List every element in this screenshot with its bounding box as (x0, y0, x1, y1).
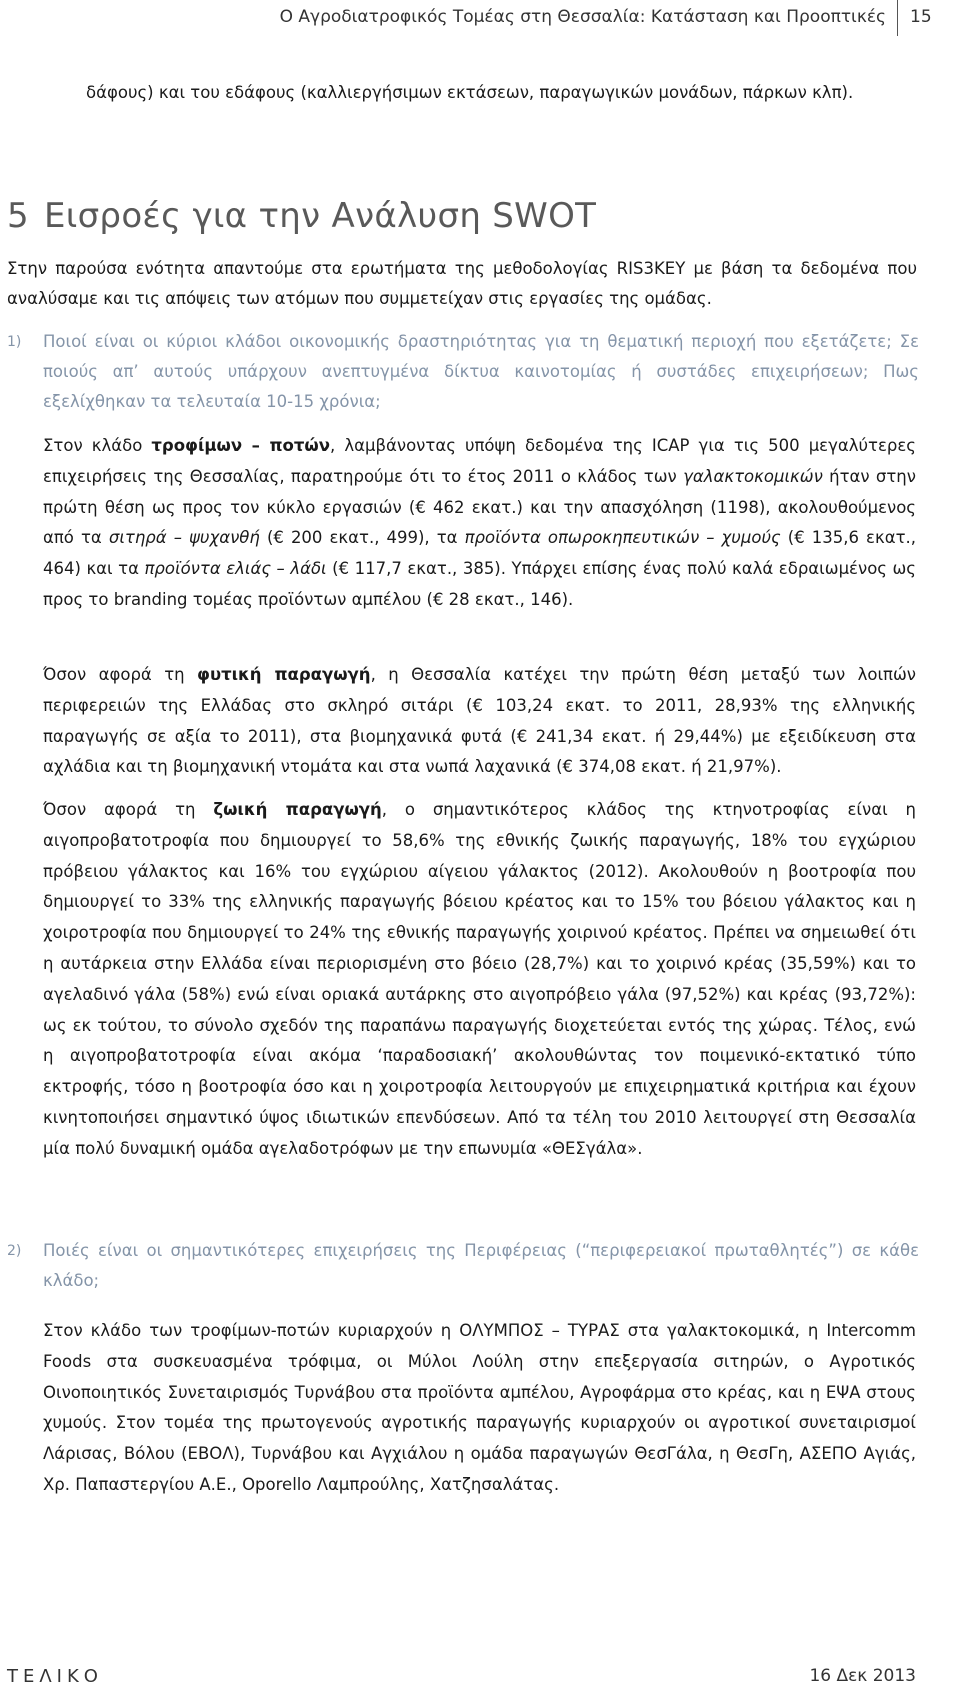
paragraph-plant-production (43, 660, 916, 783)
italic-term: σιτηρά – ψυχανθή (108, 528, 260, 548)
paragraph-leading-firms: Στον κλάδο των τροφίμων-ποτών κυριαρχούν η ΟΛΥΜΠΟΣ – ΤΥΡΑΣ στα γαλακτοκομικά, η Intercomm Foods στα συσκευασμένα τρόφιμα, οι Μύλοι Λούλη στην επεξεργασία σιτηρών, ο Αγροτικός Οινοποιητικός Συνεταιρισμός Τυρνάβου στα προϊόντα αμπέλου, Αγροφάρμα στο κρέας, και η ΕΨΑ στους χυμούς. Στον τομέα της πρωτογενούς αγροτικής παραγωγής κυριαρχούν οι αγροτικοί συνεταιρισμοί Λάρισας, Βόλου (ΕΒΟΛ), Τυρνάβου και Αγχιάλου η ομάδα παραγωγών ΘεσΓάλα, η ΘεσΓη, ΑΣΕΠΟ Αγιάς, Χρ. Παπαστεργίου Α.Ε., Oporello Λαμπρούλης, Χατζησαλάτας. (43, 1321, 916, 1494)
footer-status: ΤΕΛΙΚΟ (7, 1666, 103, 1687)
bold-term: φυτική παραγωγή (197, 665, 371, 684)
question-1 (7, 327, 917, 419)
question-text: Ποιοί είναι οι κύριοι κλάδοι οικονομικής δραστηριότητας για τη θεματική περιοχή που εξετάζετε; Σε ποιούς απ’ αυτούς υπάρχουν ανεπτυγμένα δίκτυα καινοτομίας ή συστάδες επιχειρήσεων; Πως εξελίχθηκαν τα τελευταία 10-15 χρόνια; (43, 332, 919, 411)
text-run: ήταν στην πρώτη θέση ως προς τον κύκλο εργασιών (€ 462 εκατ.) και την απασχόληση (1198), ακολουθούμενος από τα (43, 466, 916, 548)
text-run: , η Θεσσαλία κατέχει την πρώτη θέση μεταξύ των λοιπών περιφερειών της Ελλάδας στο σκληρό σιτάρι (€ 103,24 εκατ. το 2011, 28,93% της ελληνικής παραγωγής σε αξία το 2011), στα βιομηχανικά φυτά (€ 241,34 εκατ. ή 29,44%) με εξειδίκευση στα αχλάδια και τη βιομηχανική ντομάτα και στα νωπά λαχανικά (€ 374,08 εκατ. ή 21,97%). (43, 665, 916, 777)
text-run: Όσον αφορά τη (43, 665, 198, 684)
section-intro: Στην παρούσα ενότητα απαντούμε στα ερωτήματα της μεθοδολογίας RIS3KEY με βάση τα δεδομένα που αναλύσαμε και τις απόψεις των ατόμων που συμμετείχαν στις εργασίες της ομάδας. (7, 259, 917, 308)
text-run: , ο σημαντικότερος κλάδος της κτηνοτροφίας είναι η αιγοπροβατοτροφία που δημιουργεί το 58,6% της εθνικής ζωικής παραγωγής, 18% του εγχώριου πρόβειου γάλακτος και 16% του εγχώριου αίγειου γάλακτος (2012). Ακολουθούν η βοοτροφία που δημιουργεί το 33% της ελληνικής παραγωγής βόειου κρέατος και το 15% του βόειου γάλακτος και η χοιροτροφία που δημιουργεί το 24% της εθνικής παραγωγής χοιρινού κρέατος. Πρέπει να σημειωθεί ότι η αυτάρκεια στην Ελλάδα είναι περιορισμένη στο βόειο (28,7%) και το χοιρινό κρέας (35,59%) και το αγελαδινό γάλα (58%) ενώ είναι οριακά αυτάρκης στο αιγοπρόβειο γάλα (97,52%) και κρέας (93,72%): ως εκ τούτου, το σύνολο σχεδόν της παραπάνω παραγωγής διοχετεύεται εντός της χώρας. Τέλος, ενώ η αιγοπροβατοτροφία είναι ακόμα ‘παραδοσιακή’ ακολουθώντας τον ποιμενικό-εκτατικό τύπο εκτροφής, τόσο η βοοτροφία όσο και η χοιροτροφία λειτουργούν με επιχειρηματικά κριτήρια και έχουν κινητοποιήσει σημαντικό ύψος ιδιωτικών επενδύσεων. Από τα τέλη του 2010 λειτουργεί στη Θεσσαλία μία πολύ δυναμική ομάδα αγελαδοτρόφων με την επωνυμία «ΘΕΣγάλα». (43, 800, 916, 1158)
question-text: Ποιές είναι οι σημαντικότερες επιχειρήσεις της Περιφέρειας (“περιφερειακοί πρωταθλητές”) σε κάθε κλάδο; (43, 1241, 919, 1290)
footer-date: 16 Δεκ 2013 (809, 1666, 916, 1686)
italic-term: γαλακτοκομικών (683, 466, 823, 486)
header-title: Ο Αγροδιατροφικός Τομέας στη Θεσσαλία: Κατάσταση και Προοπτικές (279, 7, 886, 27)
bold-term: τροφίμων – ποτών (151, 436, 330, 455)
italic-term: προϊόντα οπωροκηπευτικών – χυμούς (464, 528, 781, 548)
italic-term: προϊόντα ελιάς – λάδι (144, 559, 327, 579)
text-run: Στον κλάδο (43, 436, 152, 455)
question-number: 2) (7, 1243, 22, 1259)
paragraph-animal-production (43, 795, 916, 1165)
text-run: (€ 117,7 εκατ., 385). Υπάρχει επίσης ένας πολύ καλά εδραιωμένος ως προς το branding τομέας προϊόντων αμπέλου (€ 28 εκατ., 146). (43, 559, 916, 609)
text-run: (€ 200 εκατ., 499), τα (259, 528, 465, 548)
section-heading (7, 196, 596, 236)
running-header (0, 0, 960, 36)
bold-term: ζωική παραγωγή (213, 800, 382, 819)
continuation-text: δάφους) και του εδάφους (καλλιεργήσιμων εκτάσεων, παραγωγικών μονάδων, πάρκων κλπ). (86, 83, 854, 102)
section-title: Εισροές για την Ανάλυση SWOT (44, 196, 597, 236)
section-number: 5 (7, 196, 29, 236)
question-number: 1) (7, 334, 22, 350)
text-run: Όσον αφορά τη (43, 800, 214, 819)
paragraph-food-beverages (43, 431, 916, 616)
question-2 (7, 1236, 917, 1298)
header-divider (897, 0, 898, 36)
text-run: (€ 135,6 εκατ., 464) και τα (43, 528, 916, 579)
page-number: 15 (910, 7, 932, 27)
text-run: , λαμβάνοντας υπόψη δεδομένα της ICAP για τις 500 μεγαλύτερες επιχειρήσεις της Θεσσαλίας, παρατηρούμε ότι το έτος 2011 ο κλάδος των (43, 436, 916, 486)
